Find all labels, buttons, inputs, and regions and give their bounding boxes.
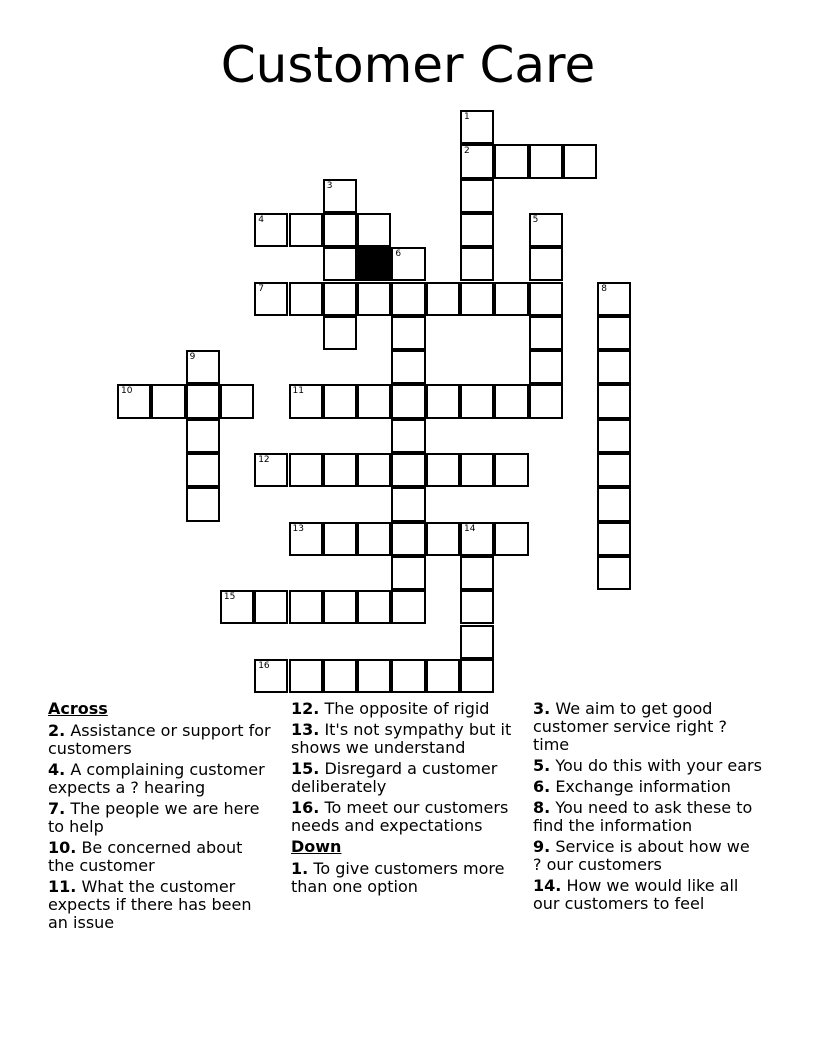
grid-cell[interactable] (391, 556, 425, 590)
grid-cell[interactable] (323, 179, 357, 213)
grid-cell[interactable] (186, 453, 220, 487)
grid-cell[interactable] (460, 110, 494, 144)
clues-column-2 (291, 700, 523, 899)
grid-cell[interactable] (563, 144, 597, 178)
grid-cell[interactable] (426, 384, 460, 418)
clues-column-1 (48, 700, 273, 935)
down-heading: Down (291, 837, 342, 856)
clue-across-4: 4. A complaining customer expects a ? hearing (48, 760, 265, 797)
grid-cell[interactable] (323, 213, 357, 247)
grid-cell[interactable] (323, 247, 357, 281)
clue-down-9: 9. Service is about how we ? our customers (533, 837, 750, 874)
grid-cell[interactable] (357, 453, 391, 487)
grid-cell[interactable] (254, 213, 288, 247)
grid-cell[interactable] (529, 144, 563, 178)
grid-cell[interactable] (186, 487, 220, 521)
clue-down-6: 6. Exchange information (533, 777, 731, 796)
grid-cell[interactable] (391, 247, 425, 281)
grid-cell[interactable] (289, 590, 323, 624)
grid-cell[interactable] (186, 419, 220, 453)
clue-number: 15 (223, 592, 236, 603)
across-heading: Across (48, 699, 108, 718)
grid-cell[interactable] (597, 282, 631, 316)
grid-cell[interactable] (426, 453, 460, 487)
grid-cell[interactable] (391, 659, 425, 693)
clue-down-3: 3. We aim to get good customer service right ? time (533, 699, 727, 754)
grid-cell[interactable] (289, 453, 323, 487)
grid-cell[interactable] (289, 213, 323, 247)
grid-cell[interactable] (323, 316, 357, 350)
clue-number: 16 (258, 660, 270, 671)
grid-cell[interactable] (494, 453, 528, 487)
grid-cell[interactable] (597, 453, 631, 487)
grid-cell[interactable] (426, 282, 460, 316)
grid-cell[interactable] (460, 384, 494, 418)
grid-cell[interactable] (460, 659, 494, 693)
grid-cell[interactable] (391, 453, 425, 487)
grid-cell[interactable] (357, 384, 391, 418)
clue-down-1: 1. To give customers more than one option (291, 859, 505, 896)
grid-cell[interactable] (289, 282, 323, 316)
clue-number: 6 (395, 249, 402, 260)
grid-cell[interactable] (289, 659, 323, 693)
grid-cell[interactable] (220, 384, 254, 418)
grid-cell[interactable] (323, 659, 357, 693)
grid-cell[interactable] (529, 282, 563, 316)
grid-cell[interactable] (323, 384, 357, 418)
clue-down-5: 5. You do this with your ears (533, 756, 762, 775)
grid-cell[interactable] (597, 419, 631, 453)
grid-cell[interactable] (529, 316, 563, 350)
clue-down-8: 8. You need to ask these to find the information (533, 798, 753, 835)
grid-cell[interactable] (597, 316, 631, 350)
grid-cell[interactable] (323, 522, 357, 556)
grid-cell[interactable] (460, 453, 494, 487)
grid-cell[interactable] (597, 384, 631, 418)
clue-number: 13 (292, 523, 304, 534)
clue-number: 3 (326, 180, 333, 191)
grid-cell[interactable] (494, 144, 528, 178)
grid-cell[interactable] (391, 487, 425, 521)
grid-cell[interactable] (597, 487, 631, 521)
clue-down-14: 14. How we would like all our customers to feel (533, 876, 739, 913)
grid-cell[interactable] (494, 522, 528, 556)
grid-cell[interactable] (460, 213, 494, 247)
clue-across-11: 11. What the customer expects if there has been an issue (48, 877, 252, 932)
grid-cell[interactable] (460, 556, 494, 590)
grid-cell[interactable] (529, 213, 563, 247)
grid-cell[interactable] (391, 419, 425, 453)
grid-cell[interactable] (220, 590, 254, 624)
clue-number: 5 (532, 214, 539, 225)
grid-cell[interactable] (357, 282, 391, 316)
grid-cell[interactable] (323, 453, 357, 487)
grid-cell[interactable] (357, 590, 391, 624)
grid-cell[interactable] (117, 384, 151, 418)
grid-cell[interactable] (289, 384, 323, 418)
clue-number: 10 (121, 386, 133, 397)
grid-cell[interactable] (357, 213, 391, 247)
grid-cell[interactable] (391, 384, 425, 418)
clues-column-3 (533, 700, 763, 916)
clue-number: 7 (258, 283, 264, 294)
clue-number: 4 (258, 214, 264, 225)
grid-cell[interactable] (597, 350, 631, 384)
grid-cell[interactable] (254, 659, 288, 693)
grid-cell[interactable] (460, 625, 494, 659)
grid-cell[interactable] (597, 556, 631, 590)
clue-across-2: 2. Assistance or support for customers (48, 721, 271, 758)
clue-across-12: 12. The opposite of rigid (291, 699, 490, 718)
grid-cell[interactable] (529, 384, 563, 418)
grid-cell[interactable] (186, 384, 220, 418)
puzzle-title: Customer Care (220, 36, 596, 94)
black-cell (357, 247, 391, 281)
grid-cell[interactable] (323, 590, 357, 624)
clue-across-7: 7. The people we are here to help (48, 799, 260, 836)
grid-cell[interactable] (529, 350, 563, 384)
grid-cell[interactable] (529, 247, 563, 281)
grid-cell[interactable] (426, 659, 460, 693)
clue-number: 11 (292, 386, 304, 397)
grid-cell[interactable] (426, 522, 460, 556)
grid-cell[interactable] (460, 282, 494, 316)
grid-cell[interactable] (460, 247, 494, 281)
clue-across-16: 16. To meet our customers needs and expectations (291, 798, 509, 835)
clue-number: 9 (189, 352, 196, 363)
clue-across-15: 15. Disregard a customer deliberately (291, 759, 498, 796)
clue-across-13: 13. It's not sympathy but it shows we understand (291, 720, 512, 757)
grid-cell[interactable] (289, 522, 323, 556)
grid-cell[interactable] (323, 282, 357, 316)
grid-cell[interactable] (186, 350, 220, 384)
grid-cell[interactable] (151, 384, 185, 418)
clue-number: 8 (601, 283, 607, 294)
grid-cell[interactable] (460, 590, 494, 624)
grid-cell[interactable] (391, 350, 425, 384)
grid-cell[interactable] (254, 590, 288, 624)
grid-cell[interactable] (254, 282, 288, 316)
clue-across-10: 10. Be concerned about the customer (48, 838, 243, 875)
clue-number: 12 (258, 455, 270, 465)
grid-cell[interactable] (391, 522, 425, 556)
clue-number: 2 (464, 146, 470, 157)
grid-cell[interactable] (494, 282, 528, 316)
grid-cell[interactable] (254, 453, 288, 487)
grid-cell[interactable] (494, 384, 528, 418)
grid-cell[interactable] (357, 522, 391, 556)
grid-cell[interactable] (391, 316, 425, 350)
grid-cell[interactable] (597, 522, 631, 556)
clue-number: 14 (464, 523, 476, 534)
clue-number: 1 (464, 112, 470, 122)
grid-cell[interactable] (391, 282, 425, 316)
grid-cell[interactable] (391, 590, 425, 624)
grid-cell[interactable] (357, 659, 391, 693)
grid-cell[interactable] (460, 522, 494, 556)
grid-cell[interactable] (460, 144, 494, 178)
grid-cell[interactable] (460, 179, 494, 213)
